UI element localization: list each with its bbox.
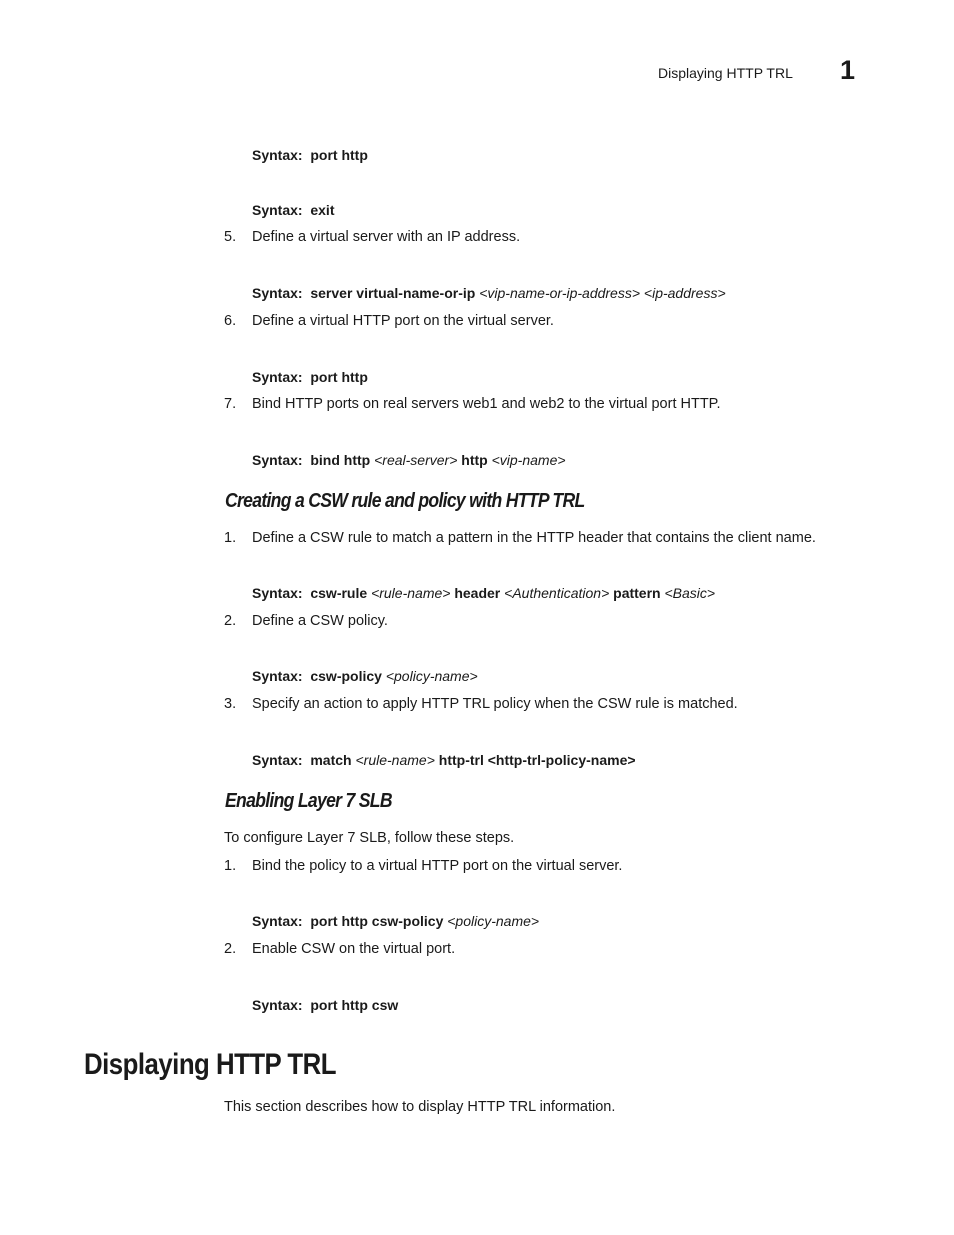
syntax-bind-http — [252, 452, 566, 468]
syntax-command: server virtual-name-or-ip — [310, 285, 476, 301]
step-number: 1. — [224, 530, 237, 546]
syntax-command: csw-rule — [310, 585, 368, 601]
step-text: Define a CSW policy. — [252, 613, 388, 629]
syntax-argument: <rule-name> — [371, 585, 451, 601]
syntax-port-http — [252, 147, 368, 163]
syntax-command: pattern — [613, 585, 661, 601]
syntax-argument: <Authentication> — [504, 585, 610, 601]
chapter-number: 1 — [840, 55, 856, 85]
syntax-label: Syntax: — [252, 585, 303, 601]
step-number: 5. — [224, 229, 237, 245]
step-text: Define a virtual server with an IP address. — [252, 229, 521, 245]
syntax-command: port http csw — [310, 997, 399, 1013]
syntax-port-http-csw — [252, 997, 398, 1013]
syntax-command: port http — [310, 147, 368, 163]
syntax-command: port http csw-policy — [310, 913, 444, 929]
syntax-exit — [252, 202, 334, 218]
syntax-command: bind http — [310, 452, 371, 468]
syntax-label: Syntax: — [252, 997, 303, 1013]
main-heading: Displaying HTTP TRL — [84, 1048, 337, 1081]
syntax-label: Syntax: — [252, 913, 303, 929]
step-number: 1. — [224, 858, 237, 874]
syntax-argument: <Basic> — [664, 585, 716, 601]
syntax-label: Syntax: — [252, 369, 303, 385]
step-number: 2. — [224, 613, 237, 629]
section-intro: This section describes how to display HTTP TRL information. — [224, 1099, 616, 1115]
syntax-argument: <policy-name> — [385, 668, 478, 684]
syntax-label: Syntax: — [252, 752, 303, 768]
step-number: 7. — [224, 396, 237, 412]
running-header-title: Displaying HTTP TRL — [658, 65, 793, 81]
section-heading-layer7: Enabling Layer 7 SLB — [225, 790, 392, 812]
syntax-argument: <real-server> — [374, 452, 458, 468]
syntax-argument: <policy-name> — [447, 913, 540, 929]
syntax-command: http-trl <http-trl-policy-name> — [438, 752, 636, 768]
syntax-argument: <vip-name> — [491, 452, 566, 468]
step-number: 6. — [224, 313, 237, 329]
syntax-label: Syntax: — [252, 202, 303, 218]
step-text: Bind HTTP ports on real servers web1 and web2 to the virtual port HTTP. — [252, 396, 721, 412]
step-number: 3. — [224, 696, 237, 712]
syntax-command: http — [461, 452, 488, 468]
syntax-match — [252, 752, 636, 768]
syntax-csw-rule — [252, 585, 715, 601]
step-number: 2. — [224, 941, 237, 957]
step-text: Bind the policy to a virtual HTTP port on the virtual server. — [252, 858, 623, 874]
step-text: Enable CSW on the virtual port. — [252, 941, 456, 957]
syntax-label: Syntax: — [252, 285, 303, 301]
syntax-command: port http — [310, 369, 368, 385]
syntax-command: exit — [310, 202, 335, 218]
step-text: Define a virtual HTTP port on the virtual server. — [252, 313, 554, 329]
step-text: Define a CSW rule to match a pattern in the HTTP header that contains the client name. — [252, 530, 816, 546]
syntax-port-http-csw-policy — [252, 913, 539, 929]
syntax-argument: <rule-name> — [355, 752, 435, 768]
step-text: Specify an action to apply HTTP TRL policy when the CSW rule is matched. — [252, 696, 738, 712]
syntax-port-http-2 — [252, 369, 368, 385]
section-heading-csw: Creating a CSW rule and policy with HTTP TRL — [225, 490, 585, 512]
syntax-label: Syntax: — [252, 147, 303, 163]
syntax-command: match — [310, 752, 352, 768]
section-intro: To configure Layer 7 SLB, follow these steps. — [224, 830, 515, 846]
syntax-label: Syntax: — [252, 452, 303, 468]
syntax-csw-policy — [252, 668, 478, 684]
syntax-label: Syntax: — [252, 668, 303, 684]
syntax-command: csw-policy — [310, 668, 382, 684]
syntax-server — [252, 285, 726, 301]
syntax-argument: <vip-name-or-ip-address> <ip-address> — [479, 285, 726, 301]
syntax-command: header — [454, 585, 501, 601]
